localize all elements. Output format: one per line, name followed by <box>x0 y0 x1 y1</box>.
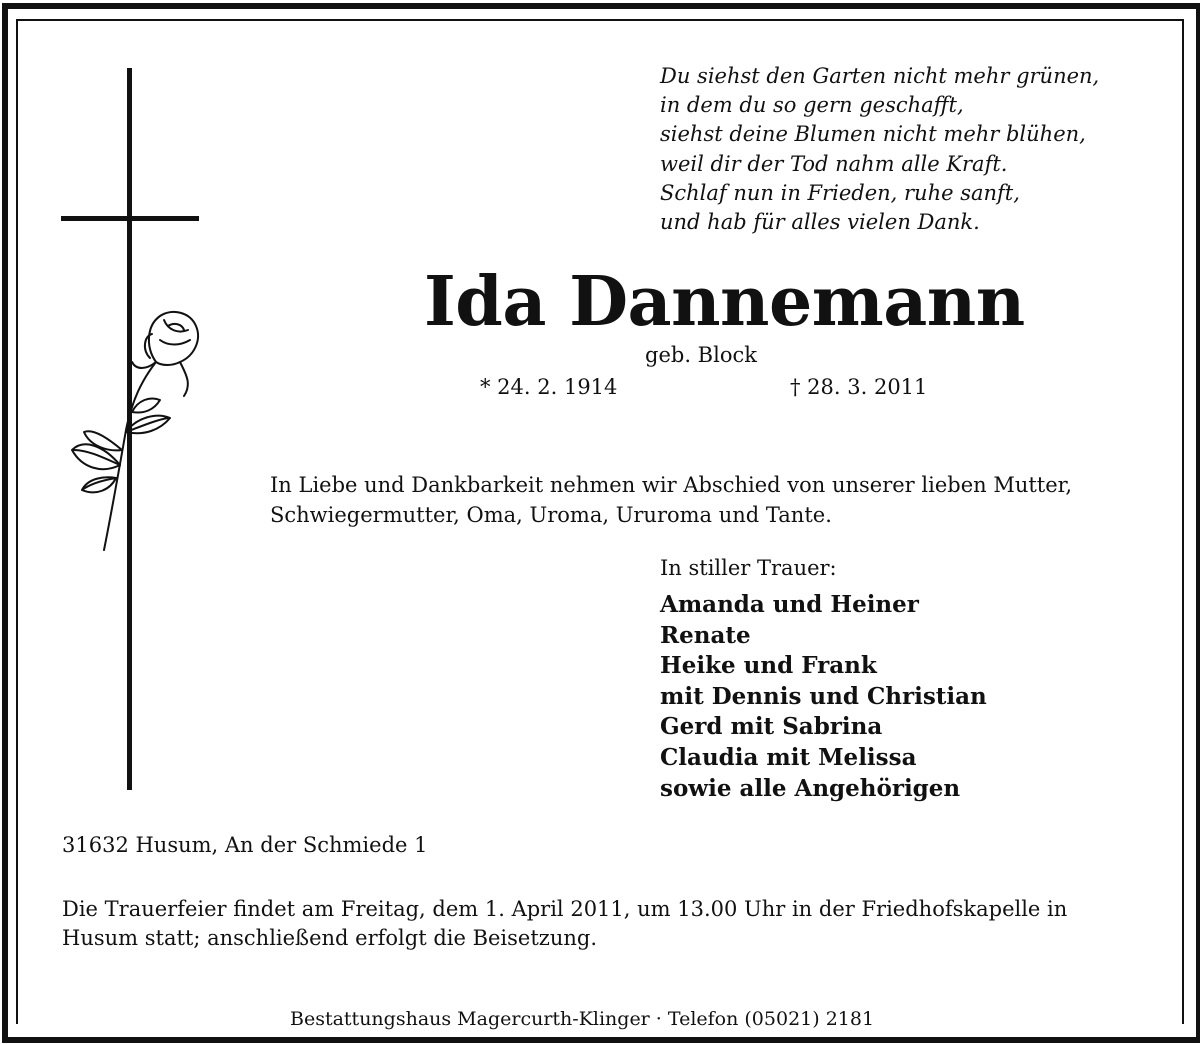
poem-line: und hab für alles vielen Dank. <box>660 209 980 234</box>
poem-line: weil dir der Tod nahm alle Kraft. <box>660 151 1008 176</box>
cross-bar <box>61 216 199 221</box>
intro-text <box>270 470 1072 530</box>
funeral-home-footer: Bestattungshaus Magercurth-Klinger · Telefon (05021) 2181 <box>280 1006 884 1032</box>
mourner-name: sowie alle Angehörigen <box>660 774 961 802</box>
mourner-name: Heike und Frank <box>660 652 877 680</box>
poem-line: Du siehst den Garten nicht mehr grünen, <box>660 64 1100 88</box>
mourner-name: Gerd mit Sabrina <box>660 713 883 741</box>
intro-line: In Liebe und Dankbarkeit nehmen wir Abschied von unserer lieben Mutter, <box>270 473 1073 497</box>
intro-line: Schwiegermutter, Oma, Uroma, Ururoma und Tante. <box>270 503 832 527</box>
birth-date: * 24. 2. 1914 <box>480 375 618 399</box>
ceremony-line: Die Trauerfeier findet am Freitag, dem 1. April 2011, um 13.00 Uhr in der Friedhofskapelle in <box>62 897 1068 921</box>
poem-line: in dem du so gern geschafft, <box>660 93 964 118</box>
mourner-list <box>660 590 987 804</box>
ceremony-line: Husum statt; anschließend erfolgt die Beisetzung. <box>62 925 598 950</box>
mourner-name: mit Dennis und Christian <box>660 682 987 710</box>
mourner-name: Renate <box>660 621 751 649</box>
birth-name: geb. Block <box>645 343 757 367</box>
mourner-name: Claudia mit Melissa <box>660 743 917 771</box>
address: 31632 Husum, An der Schmiede 1 <box>62 833 428 857</box>
deceased-name: Ida Dannemann <box>424 262 1025 342</box>
poem-line: Schlaf nun in Frieden, ruhe sanft, <box>660 180 1020 205</box>
mourner-name: Amanda und Heiner <box>660 591 919 618</box>
mourning-heading: In stiller Trauer: <box>660 556 837 580</box>
rose-icon <box>64 300 214 560</box>
poem-line: siehst deine Blumen nicht mehr blühen, <box>660 122 1086 147</box>
ceremony-text <box>62 895 1067 952</box>
poem <box>660 62 1099 237</box>
death-date: † 28. 3. 2011 <box>790 375 928 399</box>
